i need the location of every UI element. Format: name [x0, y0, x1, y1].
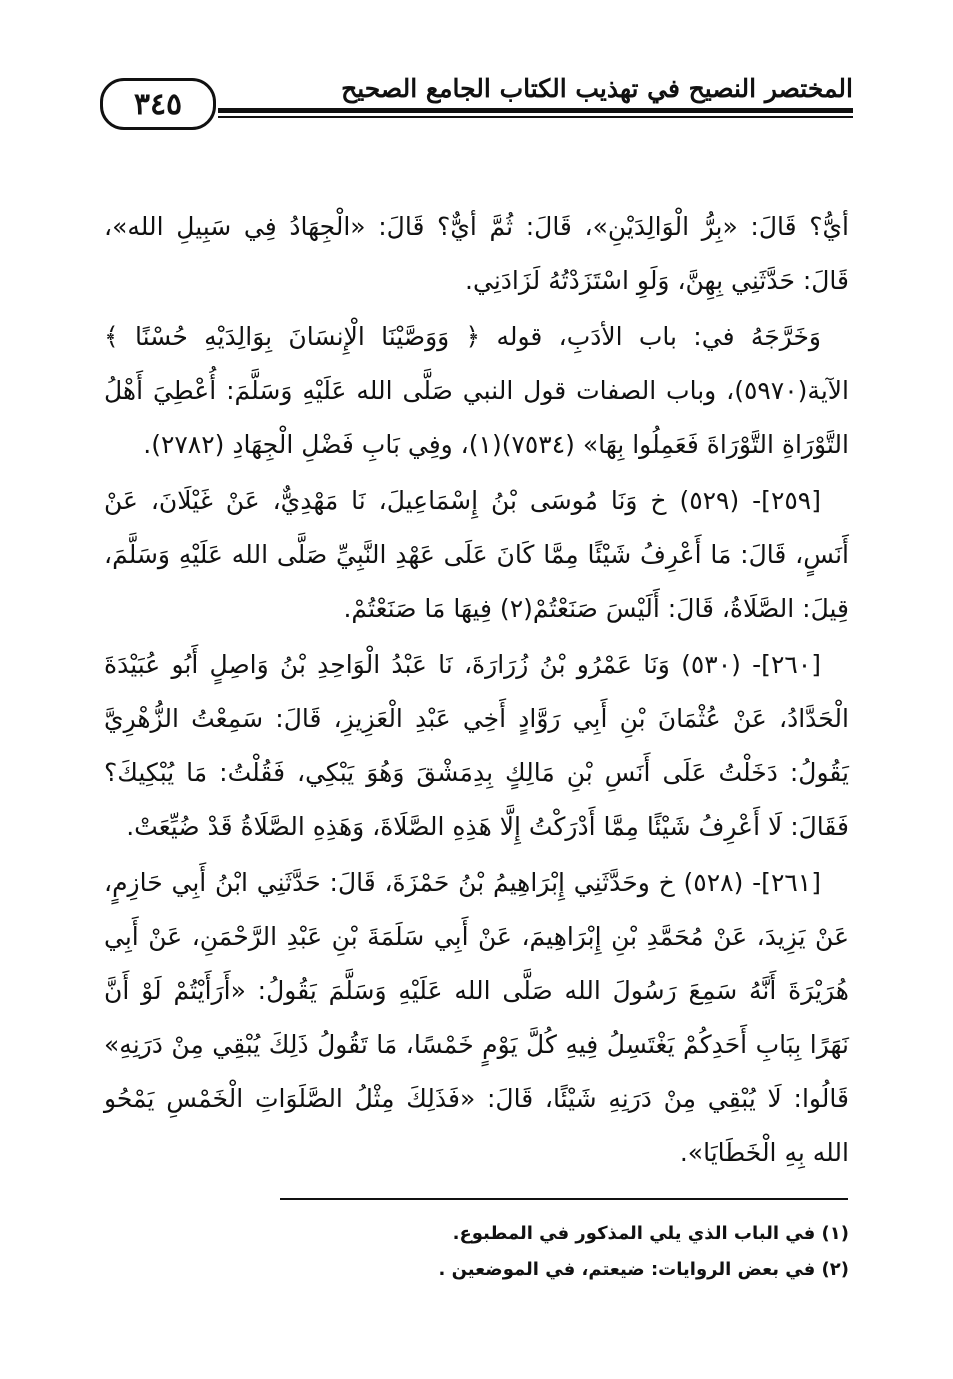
- footnotes: [104, 1216, 849, 1288]
- paragraph-1: أيُّ؟ قَالَ: «بِرُّ الْوَالِدَيْنِ»، قَالَ: ثُمَّ أيٌّ؟ قَالَ: «الْجِهَادُ فِي سَبِيلِ الله»، قَالَ: حَدَّثَنِي بِهِنَّ، وَلَوِ اسْتَزَدْتُهُ لَزَادَنِي.: [104, 212, 849, 295]
- footnote-2: (٢) في بعض الروايات: ضيعتم، في الموضعين .: [438, 1259, 849, 1280]
- page-number: ٣٤٥: [100, 78, 216, 130]
- hadith-260: [٢٦٠]- (٥٣٠) وَنَا عَمْرُو بْنُ زُرَارَةَ، نَا عَبْدُ الْوَاحِدِ بْنُ وَاصِلٍ أَبُو عُبَيْدَةَ الْحَدَّادُ، عَنْ عُثْمَانَ بْنِ أَبِي رَوَّادٍ أَخِي عَبْدِ الْعَزِيزِ، قَالَ: سَمِعْتُ الزُّهْرِيَّ يَقُولُ: دَخَلْتُ عَلَى أَنَسِ بْنِ مَالِكٍ بِدِمَشْقَ وَهُوَ يَبْكِي، فَقُلْتُ: مَا يُبْكِيكَ؟ فَقَالَ: لَا أَعْرِفُ شَيْئًا مِمَّا أَدْرَكْتُ إِلَّا هَذِهِ الصَّلَاةَ، وَهَذِهِ الصَّلَاةُ قَدْ ضُيِّعَتْ.: [104, 650, 849, 841]
- running-title: المختصر النصيح في تهذيب الكتاب الجامع الصحيح: [341, 74, 853, 103]
- header-rule-thick: [218, 108, 853, 113]
- paragraph-2: وَخَرَّجَهُ في: باب الأدَبِ، قوله ﴿ وَوَصَّيْنَا الْإِنسَانَ بِوَالِدَيْهِ حُسْنًا ﴾ الآية(٥٩٧٠)، وباب الصفات قول النبي صَلَّى الله عَلَيْهِ وَسَلَّمَ: أُعْطِيَ أَهْلُ التَّوْرَاةِ التَّوْرَاةَ فَعَمِلُوا بِهَا» (٧٥٣٤)(١)، وفِي بَابِ فَضْلِ الْجِهَادِ (٢٧٨٢).: [104, 322, 849, 459]
- header-rule-thin: [218, 116, 853, 118]
- hadith-259: [٢٥٩]- (٥٢٩) خ وَنَا مُوسَى بْنُ إِسْمَاعِيلَ، نَا مَهْدِيٌّ، عَنْ غَيْلَانَ، عَنْ أَنَسٍ، قَالَ: مَا أَعْرِفُ شَيْئًا مِمَّا كَانَ عَلَى عَهْدِ النَّبِيِّ صَلَّى الله عَلَيْهِ وَسَلَّمَ، قِيلَ: الصَّلَاةُ، قَالَ: أَلَيْسَ صَنَعْتُمْ(٢) فِيهَا مَا صَنَعْتُمْ.: [104, 486, 849, 623]
- main-text: [104, 200, 849, 1180]
- hadith-261: [٢٦١]- (٥٢٨) خ وحَدَّثَنِي إِبْرَاهِيمُ بْنُ حَمْزَةَ، قَالَ: حَدَّثَنِي ابْنُ أَبِي حَازِمٍ، عَنْ يَزِيدَ، عَنْ مُحَمَّدِ بْنِ إِبْرَاهِيمَ، عَنْ أَبِي سَلَمَةَ بْنِ عَبْدِ الرَّحْمَنِ، عَنْ أَبِي هُرَيْرَةَ أَنَّهُ سَمِعَ رَسُولَ الله صَلَّى الله عَلَيْهِ وَسَلَّمَ يَقُولُ: «أَرَأَيْتُمْ لَوْ أَنَّ نَهَرًا بِبَابِ أَحَدِكُمْ يَغْتَسِلُ فِيهِ كُلَّ يَوْمٍ خَمْسًا، مَا تَقُولُ ذَلِكَ يُبْقِي مِنْ دَرَنِهِ» قَالُوا: لَا يُبْقِي مِنْ دَرَنِهِ شَيْئًا، قَالَ: «فَذَلِكَ مِثْلُ الصَّلَوَاتِ الْخَمْسِ يَمْحُو الله بِهِ الْخَطَايَا».: [104, 868, 849, 1167]
- footnote-divider: [280, 1198, 848, 1200]
- footnote-1: (١) في الباب الذي يلي المذكور في المطبوع.: [452, 1223, 849, 1244]
- page-header: [100, 66, 853, 136]
